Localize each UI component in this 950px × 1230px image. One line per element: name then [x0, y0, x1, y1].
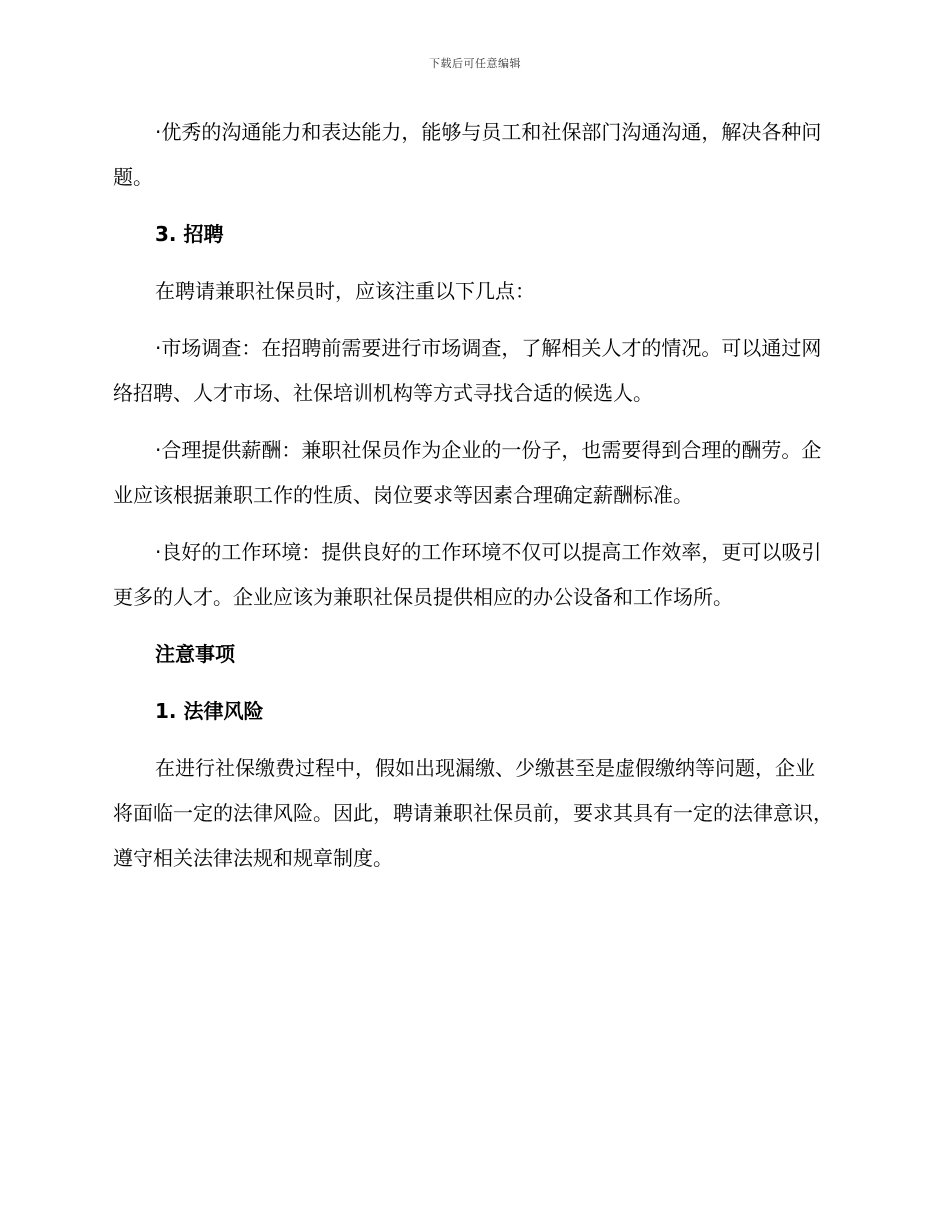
- heading-legal-risk: 1. 法律风险: [155, 699, 264, 723]
- header-note: 下载后可任意编辑: [429, 57, 521, 70]
- legal-risk-paragraph: 在进行社保缴费过程中，假如出现漏缴、少缴甚至是虚假缴纳等问题，企业将面临一定的法律风险。因此，聘请兼职社保员前，要求其具有一定的法律意识，遵守相关法律法规和规章制度。: [113, 756, 833, 870]
- bullet-work-environment: ·良好的工作环境：提供良好的工作环境不仅可以提高工作效率，更可以吸引更多的人才。企业应该为兼职社保员提供相应的办公设备和工作场所。: [113, 540, 822, 609]
- recruitment-intro: 在聘请兼职社保员时，应该注重以下几点：: [155, 279, 535, 303]
- heading-recruitment: 3. 招聘: [155, 222, 224, 246]
- bullet-market-research: ·市场调查：在招聘前需要进行市场调查，了解相关人才的情况。可以通过网络招聘、人才市场、社保培训机构等方式寻找合适的候选人。: [113, 336, 822, 405]
- document-body: [113, 110, 833, 893]
- heading-notes: 注意事项: [155, 642, 235, 666]
- bullet-communication: ·优秀的沟通能力和表达能力，能够与员工和社保部门沟通沟通，解决各种问题。: [113, 120, 822, 189]
- bullet-salary: ·合理提供薪酬：兼职社保员作为企业的一份子，也需要得到合理的酬劳。企业应该根据兼职工作的性质、岗位要求等因素合理确定薪酬标准。: [113, 438, 822, 507]
